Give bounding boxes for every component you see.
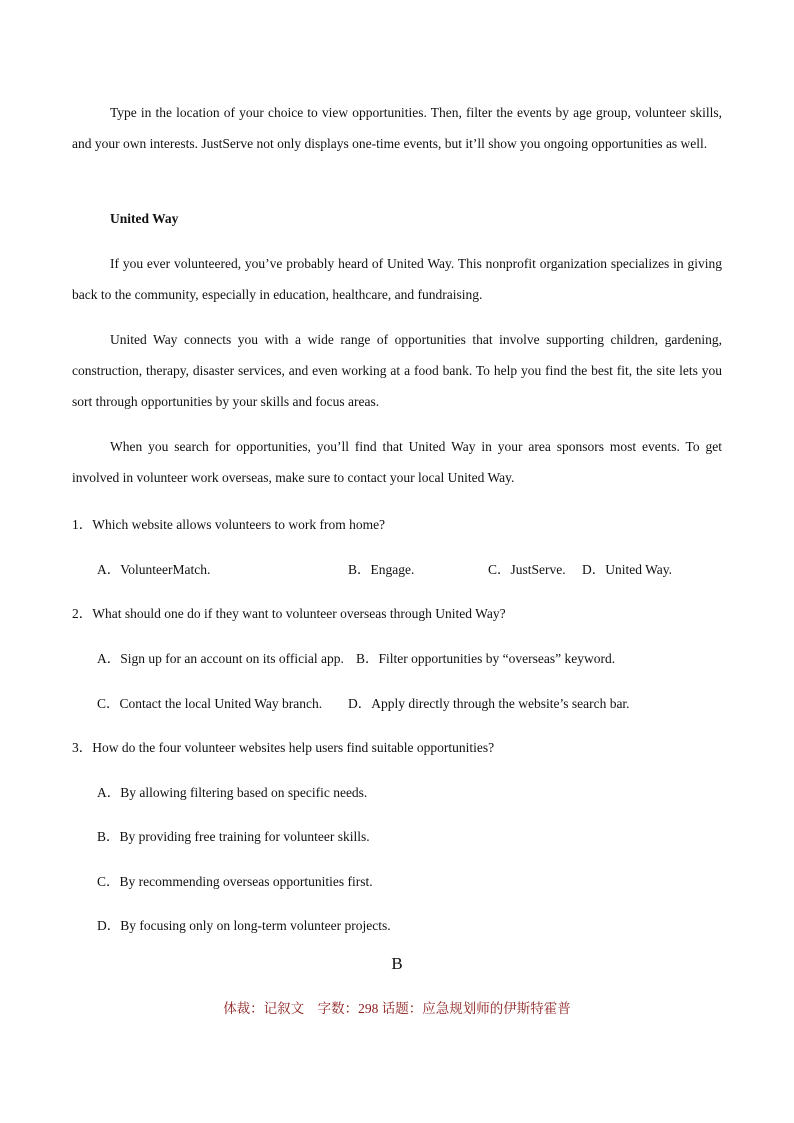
paragraph-united-way-overseas: When you search for opportunities, you’ll find that United Way in your area sponsors most events. To get involved in volunteer work overseas, make sure to contact your local United Way. [72,439,722,485]
question-3-option-c: C．By recommending overseas opportunities first. [97,874,373,889]
heading-united-way: United Way [110,211,179,226]
passage-meta-line: 体裁：记叙文 字数：298 话题：应急规划师的伊斯特霍普 [223,1001,571,1016]
question-1-option-b: B．Engage. [348,562,415,577]
question-3-option-a: A．By allowing filtering based on specific needs. [97,785,368,800]
question-1-stem: 1．Which website allows volunteers to work from home? [72,517,386,532]
question-2-option-d: D．Apply directly through the website’s search bar. [348,696,630,711]
section-b-heading: B [391,954,403,973]
question-3-stem: 3．How do the four volunteer websites help users find suitable opportunities? [72,740,495,755]
paragraph-united-way-opportunities: United Way connects you with a wide range of opportunities that involve supporting children, gardening, construction, therapy, disaster services, and even working at a food bank. To help you find the best fit, the site lets you sort through opportunities by your skills and focus areas. [72,332,722,409]
question-1-option-a: A．VolunteerMatch. [97,562,211,577]
question-1-option-d: D．United Way. [582,562,673,577]
paragraph-justserve: Type in the location of your choice to view opportunities. Then, filter the events by age group, volunteer skills, and your own interests. JustServe not only displays one-time events, but it’ll show you ongoing opportunities as well. [72,105,722,151]
question-2-option-c: C．Contact the local United Way branch. [97,696,323,711]
question-2-stem: 2．What should one do if they want to volunteer overseas through United Way? [72,606,506,621]
question-1-option-c: C．JustServe. [488,562,566,577]
question-3-option-d: D．By focusing only on long-term volunteer projects. [97,918,391,933]
question-2-option-b: B．Filter opportunities by “overseas” keyword. [356,651,616,666]
question-3-option-b: B．By providing free training for volunteer skills. [97,829,370,844]
paragraph-united-way-intro: If you ever volunteered, you’ve probably heard of United Way. This nonprofit organization specializes in giving back to the community, especially in education, healthcare, and fundraising. [72,256,722,302]
question-2-option-a: A．Sign up for an account on its official app. [97,651,344,666]
